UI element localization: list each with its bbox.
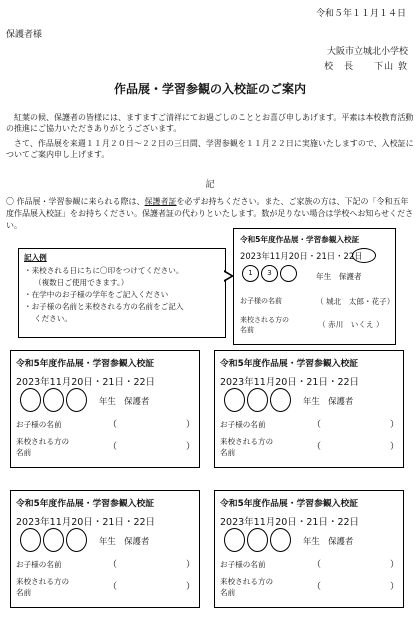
grade-circle[interactable] [43,388,64,412]
sample-child-value: （ 城北 太郎・花子） [316,297,395,306]
card-visitor-label-2: 名前 [16,588,32,597]
card-visitor-label-2: 名前 [220,588,236,597]
arrow-inner [224,272,231,280]
card-visitor-label-1: 来校される方の [16,437,70,446]
paren-open: （ [312,420,322,430]
paren-close: ） [390,442,400,452]
grade-circle[interactable] [66,388,87,412]
example-line: ・来校される日にちに〇印をつけてください。 [24,266,184,275]
card-visitor-label [220,436,273,458]
sample-visitor-label [240,315,289,335]
paren-close: ） [390,560,400,570]
paren-close: ） [186,442,196,452]
card-grade-label: 年生 保護者 [303,536,354,546]
paragraph-greeting: 紅葉の候、保護者の皆様には、ますますご清祥にてお過ごしのこととお喜び申しあげます。平素は本校教育活動の推進にご協力いただきありがとうございます。 [6,113,414,133]
paren-open: （ [108,442,118,452]
paren-close: ） [186,560,196,570]
card-title: 令和5年度作品展・学習参観入校証 [16,359,155,369]
card-child-label: お子様の名前 [16,420,62,429]
example-line: ・お子様の名前と来校される方の名前をご記入 [24,302,184,311]
grade-circle[interactable] [247,388,268,412]
card-child-label: お子様の名前 [220,560,266,569]
card-visitor-label-1: 来校される方の [16,577,70,586]
card-date: 2023年11月20日・21日・22日 [16,517,156,528]
notice-part1: 〇 作品展・学習参観に来られる際は、 [6,197,145,206]
paren-open: （ [312,582,322,592]
grade-circle[interactable] [224,388,245,412]
grade-circle[interactable] [247,528,268,552]
card-grade-label: 年生 保護者 [303,396,354,406]
card-visitor-label [16,576,69,598]
card-visitor-label [220,576,273,598]
card-visitor-label-1: 来校される方の [220,577,274,586]
notice-underlined: 保護者証 [144,197,177,206]
example-heading: 記入例 [24,253,47,262]
card-child-label: お子様の名前 [16,560,62,569]
grade-circle[interactable] [20,528,41,552]
paren-open: （ [108,582,118,592]
card-title: 令和5年度作品展・学習参観入校証 [220,499,359,509]
card-title: 令和5年度作品展・学習参観入校証 [16,499,155,509]
sample-visitor-value: （ 赤川 いくえ ） [318,320,384,329]
school-name: 大阪市立城北小学校 [326,47,408,57]
card-title: 令和5年度作品展・学習参観入校証 [220,359,359,369]
grade-circle: 1 [242,265,259,282]
sample-date: 2023年11月20日・21日・22日 [240,251,363,261]
grade-circle[interactable] [20,388,41,412]
sample-visitor-label-1: 来校される方の [240,316,289,324]
notice-part2: を必ずお持ちください。また、ご家族の方は、下記の「令和五年度作品展入校証」をお持ちください。保護者証の代わりといたします。数が足りない場合は学校へお知らせください。 [6,197,414,230]
ki-heading: 記 [205,180,215,190]
notice-paragraph [6,196,416,232]
example-line: ください。 [34,314,72,323]
card-child-label: お子様の名前 [220,420,266,429]
paren-close: ） [186,420,196,430]
card-visitor-label-1: 来校される方の [220,437,274,446]
example-line: （複数日ご使用できます。） [34,278,129,287]
grade-circle[interactable] [66,528,87,552]
principal-name: 校 長 下山 敦 [324,62,408,72]
entry-pass-card[interactable] [10,350,200,468]
example-line: ・在学中のお子様の学年をご記入ください [24,290,169,299]
sample-grade-label: 年生 保護者 [316,272,362,281]
day-circle-mark [352,248,376,263]
paren-close: ） [390,582,400,592]
paren-open: （ [108,420,118,430]
paren-open: （ [312,560,322,570]
card-date: 2023年11月20日・21日・22日 [16,377,156,388]
grade-circle[interactable] [43,528,64,552]
paren-open: （ [312,442,322,452]
paren-close: ） [390,420,400,430]
date: 令和５年１１月１４日 [315,9,406,19]
card-date: 2023年11月20日・21日・22日 [220,517,360,528]
card-date: 2023年11月20日・21日・22日 [220,377,360,388]
grade-circle[interactable] [224,528,245,552]
sample-title: 令和5年度作品展・学習参観入校証 [240,235,360,244]
entry-pass-card[interactable] [214,490,404,608]
paren-close: ） [186,582,196,592]
sample-child-label: お子様の名前 [240,297,282,305]
sample-pass [233,228,396,345]
grade-circle[interactable] [270,528,291,552]
entry-pass-card[interactable] [10,490,200,608]
sample-visitor-label-2: 名前 [240,326,254,334]
document-title: 作品展・学習参観の入校証のご案内 [113,82,306,96]
addressee: 保護者様 [6,30,43,40]
grade-circle[interactable] [270,388,291,412]
example-box [18,248,226,338]
entry-pass-card[interactable] [214,350,404,468]
grade-circle [280,265,297,282]
grade-circle: 3 [261,265,278,282]
card-grade-label: 年生 保護者 [99,396,150,406]
paragraph-announcement: さて、作品展を来週１１月２０日～２２日の三日間、学習参観を１１月２２日に実施いたしますので、入校証についてご案内申し上げます。 [6,139,414,159]
card-visitor-label [16,436,69,458]
card-visitor-label-2: 名前 [16,448,32,457]
paren-open: （ [108,560,118,570]
card-grade-label: 年生 保護者 [99,536,150,546]
card-visitor-label-2: 名前 [220,448,236,457]
